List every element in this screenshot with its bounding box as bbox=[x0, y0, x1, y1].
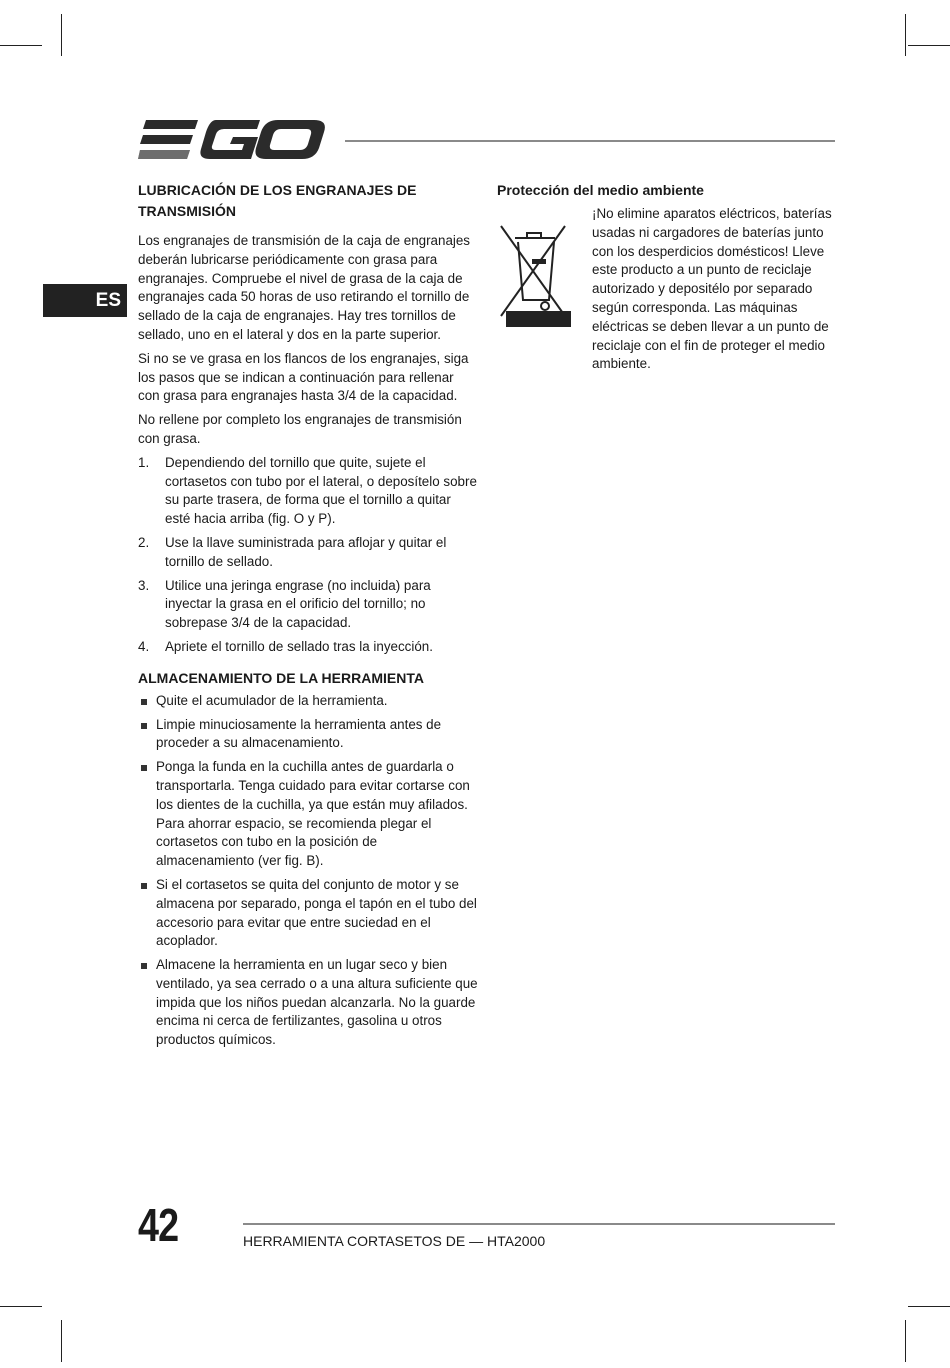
lubrication-paragraph-3: No rellene por completo los engranajes de transmisión con grasa. bbox=[138, 412, 462, 446]
crop-mark bbox=[905, 1320, 906, 1362]
storage-item-text: Limpie minuciosamente la herramienta antes de proceder a su almacenamiento. bbox=[156, 716, 442, 751]
left-column bbox=[138, 180, 478, 1055]
crop-mark bbox=[905, 14, 906, 56]
environment-heading: Protección del medio ambiente bbox=[497, 182, 704, 198]
language-tab: ES bbox=[43, 284, 127, 317]
crop-mark bbox=[61, 1320, 62, 1362]
storage-item-text: Quite el acumulador de la herramienta. bbox=[156, 692, 388, 708]
list-item bbox=[138, 692, 478, 711]
list-item bbox=[138, 956, 478, 1050]
lubrication-steps bbox=[138, 454, 478, 657]
bullet-square-icon bbox=[141, 699, 147, 705]
bullet-square-icon bbox=[141, 765, 147, 771]
step-text: Utilice una jeringa engrase (no incluida) para inyectar la grasa en el orificio del tornillo; no sobrepase 3/4 de la capacidad. bbox=[165, 577, 431, 631]
storage-item-text: Si el cortasetos se quita del conjunto de motor y se almacena por separado, ponga el tapón en el tubo del accesorio para evitar que entre suciedad en el acoplador. bbox=[156, 876, 477, 949]
storage-item-text: Almacene la herramienta en un lugar seco y bien ventilado, ya sea cerrado o a una altura suficiente que impida que los niños puedan alcanzarla. No la guarde encima ni cerca de fertilizantes, gasolina u otros productos químicos. bbox=[156, 957, 478, 1048]
storage-list bbox=[138, 692, 478, 1050]
crop-mark bbox=[908, 45, 950, 46]
step-text: Apriete el tornillo de sellado tras la inyección. bbox=[165, 638, 433, 654]
bullet-square-icon bbox=[141, 883, 147, 889]
weee-bar bbox=[506, 311, 571, 327]
list-item bbox=[138, 454, 478, 529]
step-number: 3. bbox=[138, 577, 150, 593]
step-number: 2. bbox=[138, 534, 150, 550]
list-item bbox=[138, 716, 478, 754]
header-rule bbox=[345, 140, 835, 142]
list-item bbox=[138, 534, 478, 572]
list-item bbox=[138, 638, 478, 657]
crop-mark bbox=[61, 14, 62, 56]
list-item bbox=[138, 577, 478, 633]
storage-item-text: Ponga la funda en la cuchilla antes de guardarla o transportarla. Tenga cuidado para evitar cortarse con los dientes de la cuchilla, ya que están muy afilados. Para ahorrar espacio, se recomienda plegar el cortasetos con tubo en la posición de almacenamiento (ver fig. B). bbox=[156, 759, 470, 869]
lubrication-paragraph-2: Si no se ve grasa en los flancos de los engranajes, siga los pasos que se indican a continuación para rellenar con grasa para engranajes hasta 3/4 de la capacidad. bbox=[138, 350, 469, 404]
storage-heading: ALMACENAMIENTO DE LA HERRAMIENTA bbox=[138, 669, 424, 686]
list-item bbox=[138, 758, 478, 871]
crop-mark bbox=[908, 1306, 950, 1307]
footer-rule bbox=[243, 1223, 835, 1225]
bullet-square-icon bbox=[141, 723, 147, 729]
environment-text: ¡No elimine aparatos eléctricos, baterías usadas ni cargadores de baterías junto con los desperdicios domésticos! Lleve este producto a un punto de reciclaje autorizado y depositélo por separado según corresponda. Las máquinas eléctricas se deben llevar a un punto de reciclaje con el fin de proteger el medio ambiente. bbox=[592, 206, 832, 372]
step-number: 4. bbox=[138, 638, 150, 654]
step-number: 1. bbox=[138, 454, 150, 470]
lubrication-paragraph-1: Los engranajes de transmisión de la caja de engranajes deberán lubricarse periódicamente con grasa para engranajes. Compruebe el nivel de grasa de la caja de engranajes cada 50 horas de uso retirando el tornillo de sellado de la caja de engranajes. Hay tres tornillos de sellado, uno en el lateral y dos en la parte superior. bbox=[138, 233, 471, 342]
list-item bbox=[138, 876, 478, 951]
ego-logo bbox=[138, 118, 328, 162]
right-column bbox=[497, 180, 837, 374]
crop-mark bbox=[0, 1306, 42, 1307]
step-text: Dependiendo del tornillo que quite, sujete el cortasetos con tubo por el lateral, o deposítelo sobre su parte trasera, de forma que el tornillo a quitar esté hacia arriba (fig. O y P). bbox=[165, 454, 477, 527]
footer-title: HERRAMIENTA CORTASETOS DE — HTA2000 bbox=[243, 1233, 546, 1249]
crop-mark bbox=[0, 45, 42, 46]
step-text: Use la llave suministrada para aflojar y quitar el tornillo de sellado. bbox=[165, 534, 447, 569]
lubrication-heading: LUBRICACIÓN DE LOS ENGRANAJES DE TRANSMISIÓN bbox=[138, 182, 417, 219]
bullet-square-icon bbox=[141, 963, 147, 969]
page-number: 42 bbox=[138, 1199, 179, 1251]
